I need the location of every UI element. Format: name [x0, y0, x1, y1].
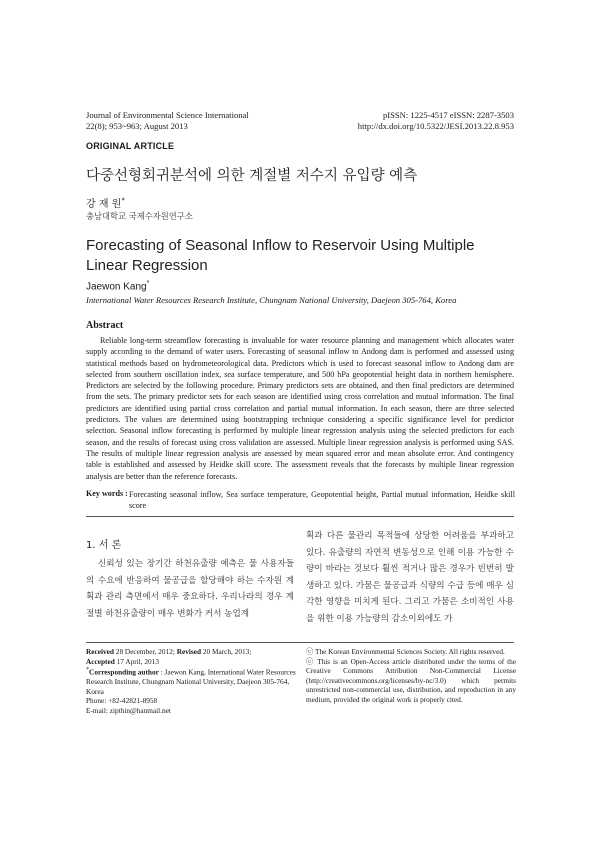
footnote-article-info [86, 647, 296, 716]
received-label: Received [86, 647, 114, 656]
email[interactable]: E-mail: zipthin@hanmail.net [86, 705, 171, 715]
corresponding-details: : Jaewon Kang, International Water Resources Research Institute, Chungnam National University, Daejeon 305-764, Korea [86, 667, 296, 696]
author-korean [86, 195, 125, 210]
issn: pISSN: 1225-4517 eISSN: 2287-3503 [382, 110, 514, 120]
corresponding-author [86, 666, 296, 696]
author-english-name: Jaewon Kang [86, 281, 147, 293]
copyright-notice: ⓒ The Korean Environmental Sciences Society. All rights reserved. [306, 647, 505, 656]
body-column-left: 신뢰성 있는 장기간 하천유출량 예측은 물 사용자들의 수요에 반응하여 물공급을 할당해야 하는 수자원 계획과 관리 측면에서 매우 중요하다. 우리나라의 경우 계절별 하천유출량이 매우 변화가 커서 농업계 [86, 559, 294, 619]
corresponding-label: Corresponding author [89, 667, 159, 677]
journal-citation: 22(8); 953~963; August 2013 [86, 121, 188, 131]
affiliation-english: International Water Resources Research Institute, Chungnam National University, Daejeon 305-764, Korea [86, 295, 457, 305]
abstract-heading: Abstract [86, 320, 124, 331]
doi-link[interactable]: http://dx.doi.org/10.5322/JESI.2013.22.8.953 [357, 121, 514, 131]
section-heading-introduction: 1. 서 론 [86, 540, 122, 551]
journal-name: Journal of Environmental Science International [86, 110, 249, 120]
title-english: Forecasting of Seasonal Inflow to Reservoir Using Multiple Linear Regression [86, 237, 475, 274]
corresponding-mark: * [86, 667, 90, 674]
license-notice: ⓒ This is an Open-Access article distributed under the terms of the Creative Commons Attribution Non-Commercial License (http://creativecommons.org/licenses/by-nc/3.0) which permits unrestricted non-commercial use, distribution, and reproduction in any medium, provided the original work is properly cited. [306, 656, 516, 704]
dates-line [86, 647, 296, 657]
title-korean: 다중선형회귀분석에 의한 계절별 저수지 유입량 예측 [86, 168, 418, 184]
phone: Phone: +82-42821-8958 [86, 696, 158, 706]
abstract-text: Reliable long-term streamflow forecasting is invaluable for water resource planning and management which allocates water supply according to the demand of water users. Forecasting of seasonal inflow to Andong dam is performed and assessed using statistical methods based on hydrometeorological data. Predictors which is used to forecast seasonal inflow to Andong dam are selected from southern oscillation index, sea surface temperature, and 500 hPa geopotential height data in northern hemisphere. Predictors are selected by the following procedure. Primary predictors sets are obtained, and then final predictors are determined from the sets. The primary predictor sets for each season are identified using cross correlation and mutual information. The final predictors are identified using partial cross correlation and partial mutual information. In each season, there are three selected predictors. The values are determined using bootstrapping technique considering a specific significance level for predictor selection. Seasonal inflow forecasting is performed by multiple linear regression analysis using the selected predictors for each season, and the results of forecast using cross validation are assessed. Multiple linear regression analysis is performed using SAS. The results of multiple linear regression analysis are assessed by mean squared error and mean absolute error. And contingency table is established and assessed by Heidke skill score. The assessment reveals that the forecasts by multiple linear regression analysis are better than the reference forecasts. [86, 336, 514, 481]
footnote-license [306, 647, 516, 705]
revised-label: Revised [176, 647, 202, 656]
author-english [86, 280, 149, 292]
footnote-divider [86, 642, 514, 643]
received-date: 28 December, 2012; [115, 647, 175, 656]
corresponding-mark: * [121, 196, 125, 205]
affiliation-korean: 충남대학교 국제수자원연구소 [86, 211, 193, 221]
abstract-divider [86, 516, 514, 517]
body-column-right: 획과 다른 물관리 목적들에 상당한 어려움을 부과하고 있다. 유출량의 자연적 변동성으로 인해 이용 가능한 수량이 바라는 것보다 훨씬 적거나 많은 경우가 빈번히 발생하고 있다. 가뭄은 물공급과 식량의 수급 등에 매우 심각한 영향을 미치게 된다. 그리고 가뭄은 소비적인 사용을 위한 이용 가능량의 감소이외에도 가 [306, 531, 514, 624]
accepted-label: Accepted [86, 656, 115, 666]
article-type: ORIGINAL ARTICLE [86, 141, 175, 151]
accepted-line [86, 657, 296, 667]
keywords-label: Key words : [86, 489, 128, 498]
revised-date: 20 March, 2013; [202, 647, 252, 656]
keywords-text: Forecasting seasonal inflow, Sea surface temperature, Geopotential height, Partial mutual information, Heidke skill score [129, 490, 515, 511]
accepted-date: 17 April, 2013 [116, 656, 159, 666]
corresponding-mark: * [146, 280, 150, 287]
author-korean-name: 강 재 원 [86, 199, 122, 210]
